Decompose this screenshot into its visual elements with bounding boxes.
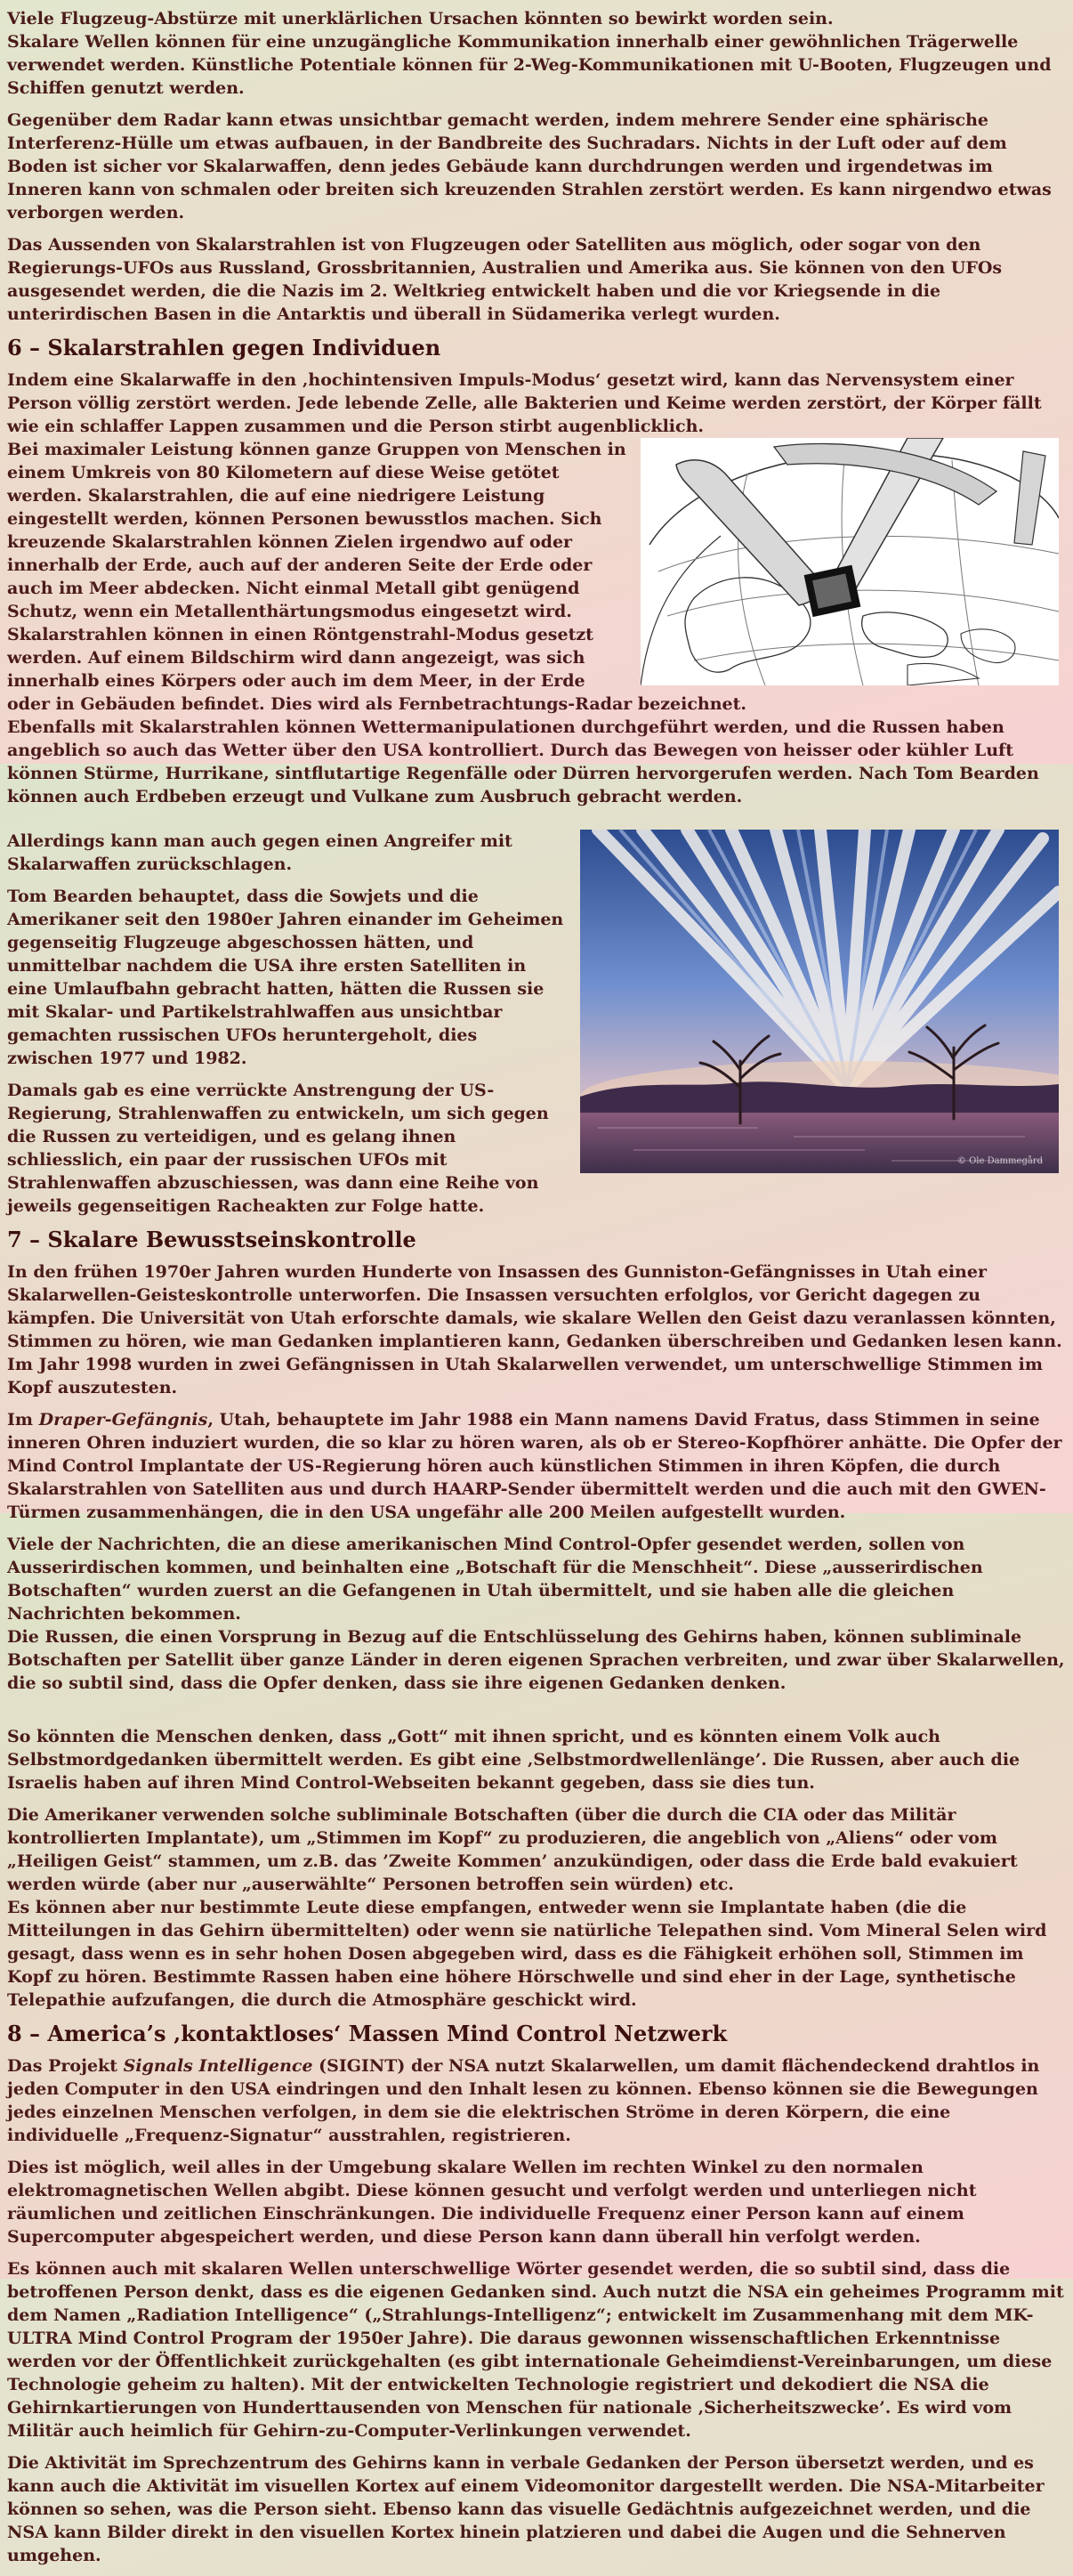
paragraph: Die Russen, die einen Vorsprung in Bezug auf die Entschlüsselung des Gehirns haben, können subliminale Botschaften per Satellit über ganze Länder in deren eigenen Sprachen verbreiten, und zwar über Skalarwellen, die so subtil sind, dass die Opfer denken, dass sie ihre eigenen Gedanken denken. bbox=[7, 1627, 1065, 1693]
article-content bbox=[7, 7, 1066, 2576]
paragraph: Es können aber nur bestimmte Leute diese empfangen, entweder wenn sie Implantate haben (die die Mitteilungen in das Gehirn übermittelten) oder wenn sie natürliche Telepathen sind. Vom Mineral Selen wird gesagt, dass wenn es in sehr hohen Dosen abgegeben wird, dass es die Fähigkeit erhöhen soll, Stimmen im Kopf zu hören. Bestimmte Rassen haben eine höhere Hörschwelle und sind eher in der Lage, synthetische Telepathie aufzufangen, die durch die Atmosphäre geschickt wird. bbox=[7, 1898, 1047, 2010]
paragraph: Indem eine Skalarwaffe in den ‚hochintensiven Impuls-Modus‘ gesetzt wird, kann das Nervensystem einer Person völlig zerstört werden. Jede lebende Zelle, alle Bakterien und Keime werden zerstört, der Körper fällt wie ein schlaffer Lappen zusammen und die Person stirbt augenblicklich. bbox=[7, 370, 1042, 436]
paragraph: Ebenfalls mit Skalarstrahlen können Wettermanipulationen durchgeführt werden, und die Russen haben angeblich so auch das Wetter über den USA kontrolliert. Durch das Bewegen von heisser oder kühler Luft können Stürme, Hurrikane, sintflutartige Regenfälle oder Dürren hervorgerufen werden. Nach Tom Bearden können auch Erdbeben erzeugt und Vulkane zum Ausbruch gebracht werden. bbox=[7, 717, 1039, 806]
section-spacer bbox=[7, 1704, 1066, 1725]
paragraph: Skalare Wellen können für eine unzugängliche Kommunikation innerhalb einer gewöhnlichen Trägerwelle verwendet werden. Künstliche Potentiale können für 2-Weg-Kommunikationen mit U-Booten, Flugzeugen und Schiffen genutzt werden. bbox=[7, 32, 1052, 98]
paragraph: Das Aussenden von Skalarstrahlen ist von Flugzeugen oder Satelliten aus möglich, oder sogar von den Regierungs-UFOs aus Russland, Grossbritannien, Australien und Amerika aus. Sie können von den UFOs ausgesendet werden, die die Nazis im 2. Weltkrieg entwickelt haben und die vor Kriegsende in die unterirdischen Basen in die Antarktis und überall in Südamerika verlegt wurden. bbox=[7, 235, 1003, 324]
paragraph: Allerdings kann man auch gegen einen Angreifer mit Skalarwaffen zurückschlagen. bbox=[7, 831, 512, 874]
paragraph: Dies ist möglich, weil alles in der Umgebung skalare Wellen im rechten Winkel zu den normalen elektromagnetischen Wellen abgibt. Diese können gesucht und verfolgt werden und unterliegen nicht räumlichen und zeitlichen Einschränkungen. Die individuelle Frequenz einer Person kann auf einem Supercomputer abgespeichert werden, und diese Person kann dann überall hin verfolgt werden. bbox=[7, 2158, 977, 2247]
paragraph: Die Amerikaner verwenden solche subliminale Botschaften (über die durch die CIA oder das Militär kontrollierten Implantate), um „Stimmen im Kopf“ zu produzieren, die angeblich von „Aliens“ oder vom „Heiligen Geist“ stammen, um z.B. das ’Zweite Kommen’ anzukündigen, oder dass die Erde bald evakuiert werden würde (aber nur „auserwählte“ Personen betroffen sein würden) etc. bbox=[7, 1805, 1018, 1894]
paragraph: So könnten die Menschen denken, dass „Gott“ mit ihnen spricht, und es könnten einem Volk auch Selbstmordgedanken übermittelt werden. Es gibt eine ‚Selbstmordwellenlänge’. Die Russen, aber auch die Israelis haben auf ihren Mind Control-Webseiten bekannt gegeben, dass sie dies tun. bbox=[7, 1727, 1021, 1793]
paragraph: Viele Flugzeug-Abstürze mit unerklärlichen Ursachen könnten so bewirkt worden sein. bbox=[7, 9, 834, 28]
section-heading-8: 8 – America’s ‚kontaktloses‘ Massen Mind Control Netzwerk bbox=[7, 2021, 728, 2046]
paragraph: Damals gab es eine verrückte Anstrengung der US-Regierung, Strahlenwaffen zu entwickeln, um sich gegen die Russen zu verteidigen, und es gelang ihnen schliesslich, ein paar der russischen UFOs mit Strahlenwaffen abzuschiessen, was dann eine Reihe von jeweils gegenseitigen Racheakten zur Folge hatte. bbox=[7, 1081, 549, 1216]
section-heading-7: 7 – Skalare Bewusstseinskontrolle bbox=[7, 1227, 416, 1252]
photo-signature: © Ole Dammegård bbox=[956, 1156, 1043, 1166]
paragraph: Viele der Nachrichten, die an diese amerikanischen Mind Control-Opfer gesendet werden, sollen von Ausserirdischen kommen, und beinhalten eine „Botschaft für die Menschheit“. Diese „ausserirdischen Botschaften“ wurden zuerst an die Gefangenen in Utah übermittelt, und sie haben alle die gleichen Nachrichten bekommen. bbox=[7, 1535, 983, 1624]
paragraph: Gegenüber dem Radar kann etwas unsichtbar gemacht werden, indem mehrere Sender eine sphärische Interferenz-Hülle um etwas aufbauen, in der Bandbreite des Suchradars. Nichts in der Luft oder auf dem Boden ist sicher vor Skalarwaffen, denn jedes Gebäude kann durchdrungen werden und irgendetwas im Inneren kann von schmalen oder breiten sich kreuzenden Strahlen zerstört werden. Es kann nirgendwo etwas verborgen werden. bbox=[7, 110, 1052, 223]
paragraph: Tom Bearden behauptet, dass die Sowjets und die Amerikaner seit den 1980er Jahren einander im Geheimen gegenseitig Flugzeuge abgeschossen hätten, und unmittelbar nachdem die USA ihre ersten Satelliten in eine Umlaufbahn gebracht hatten, hätten die Russen sie mit Skalar- und Partikelstrahlwaffen aus unsichtbar gemachten russischen UFOs heruntergeholt, dies zwischen 1977 und 1982. bbox=[7, 887, 564, 1068]
scalar-beams-globe-illustration bbox=[641, 438, 1059, 685]
section-heading-6: 6 – Skalarstrahlen gegen Individuen bbox=[7, 335, 441, 360]
paragraph: Das Projekt Signals Intelligence (SIGINT) der NSA nutzt Skalarwellen, um damit flächendeckend drahtlos in jeden Computer in den USA eindringen und den Inhalt lesen zu können. Ebenso können sie die Bewegungen jedes einzelnen Menschen verfolgen, in dem sie die elektrischen Ströme in deren Körpern, die eine individuelle „Frequenz-Signatur“ ausstrahlen, registrieren. bbox=[7, 2056, 1040, 2145]
paragraph: In den frühen 1970er Jahren wurden Hunderte von Insassen des Gunniston-Gefängnisses in Utah einer Skalarwellen-Geisteskontrolle unterworfen. Die Insassen versuchten erfolglos, vor Gericht dagegen zu kämpfen. Die Universität von Utah erforschte damals, wie skalare Wellen den Geist dazu veranlassen könnten, Stimmen zu hören, wie man Gedanken implantieren kann, Gedanken überschreiben und Gedanken lesen kann. Im Jahr 1998 wurden in zwei Gefängnissen in Utah Skalarwellen verwendet, um unterschwellige Stimmen im Kopf auszutesten. bbox=[7, 1262, 1062, 1397]
paragraph: Es können auch mit skalaren Wellen unterschwellige Wörter gesendet werden, die so subtil sind, dass die betroffenen Person denkt, dass es die eigenen Gedanken sind. Auch nutzt die NSA ein geheimes Programm mit dem Namen „Radiation Intelligence“ („Strahlungs-Intelligenz“; entwickelt im Zusammenhang mit dem MK-ULTRA Mind Control Program der 1950er Jahre). Die daraus gewonnen wissenschaftlichen Erkenntnisse werden vor der Öffentlichkeit zurückgehalten (es gibt internationale Geheimdienst-Vereinbarungen, um diese Technologie geheim zu halten). Mit der entwickelten Technologie registriert und dekodiert die NSA die Gehirnkartierungen von Hunderttausenden von Menschen für nationale ‚Sicherheitszwecke’. Es wird vom Militär auch heimlich für Gehirn-zu-Computer-Verlinkungen verwendet. bbox=[7, 2259, 1064, 2441]
paragraph: Die Aktivität im Sprechzentrum des Gehirns kann in verbale Gedanken der Person übersetzt werden, und es kann auch die Aktivität im visuellen Kortex auf einem Videomonitor dargestellt werden. Die NSA-Mitarbeiter können so sehen, was die Person sieht. Ebenso kann das visuelle Gedächtnis aufgezeichnet werden, und die NSA kann Bilder direkt in den visuellen Kortex hinein platzieren und dabei die Augen und die Sehnerven umgehen. bbox=[7, 2453, 1045, 2565]
chemtrail-sky-photo bbox=[580, 830, 1059, 1173]
section-spacer bbox=[7, 808, 1066, 830]
paragraph: Im Draper-Gefängnis, Utah, behauptete im Jahr 1988 ein Mann namens David Fratus, dass Stimmen in seine inneren Ohren induziert wurden, die so klar zu hören waren, als ob er Stereo-Kopfhörer anhätte. Die Opfer der Mind Control Implantate der US-Regierung hören auch künstlichen Stimmen in ihren Köpfen, die durch Skalarstrahlen von Satelliten aus und durch HAARP-Sender übermittelt werden und die auch mit den GWEN-Türmen zusammenhängen, die in den USA ungefähr alle 200 Meilen aufgestellt wurden. bbox=[7, 1410, 1062, 1522]
paragraph: Bei maximaler Leistung können ganze Gruppen von Menschen in einem Umkreis von 80 Kilometern auf diese Weise getötet werden. Skalarstrahlen, die auf eine niedrigere Leistung eingestellt werden, können Personen bewusstlos machen. Sich kreuzende Skalarstrahlen können Zielen irgendwo auf oder innerhalb der Erde, auch auf der anderen Seite der Erde oder auch im Meer abdecken. Nicht einmal Metall gibt genügend Schutz, wenn ein Metallenthärtungsmodus eingesetzt wird. Skalarstrahlen können in einen Röntgenstrahl-Modus gesetzt werden. Auf einem Bildschirm wird dann angezeigt, was sich innerhalb eines Körpers oder auch im dem Meer, in der Erde oder in Gebäuden befindet. Dies wird als Fernbetrachtungs-Radar bezeichnet. bbox=[7, 440, 747, 714]
